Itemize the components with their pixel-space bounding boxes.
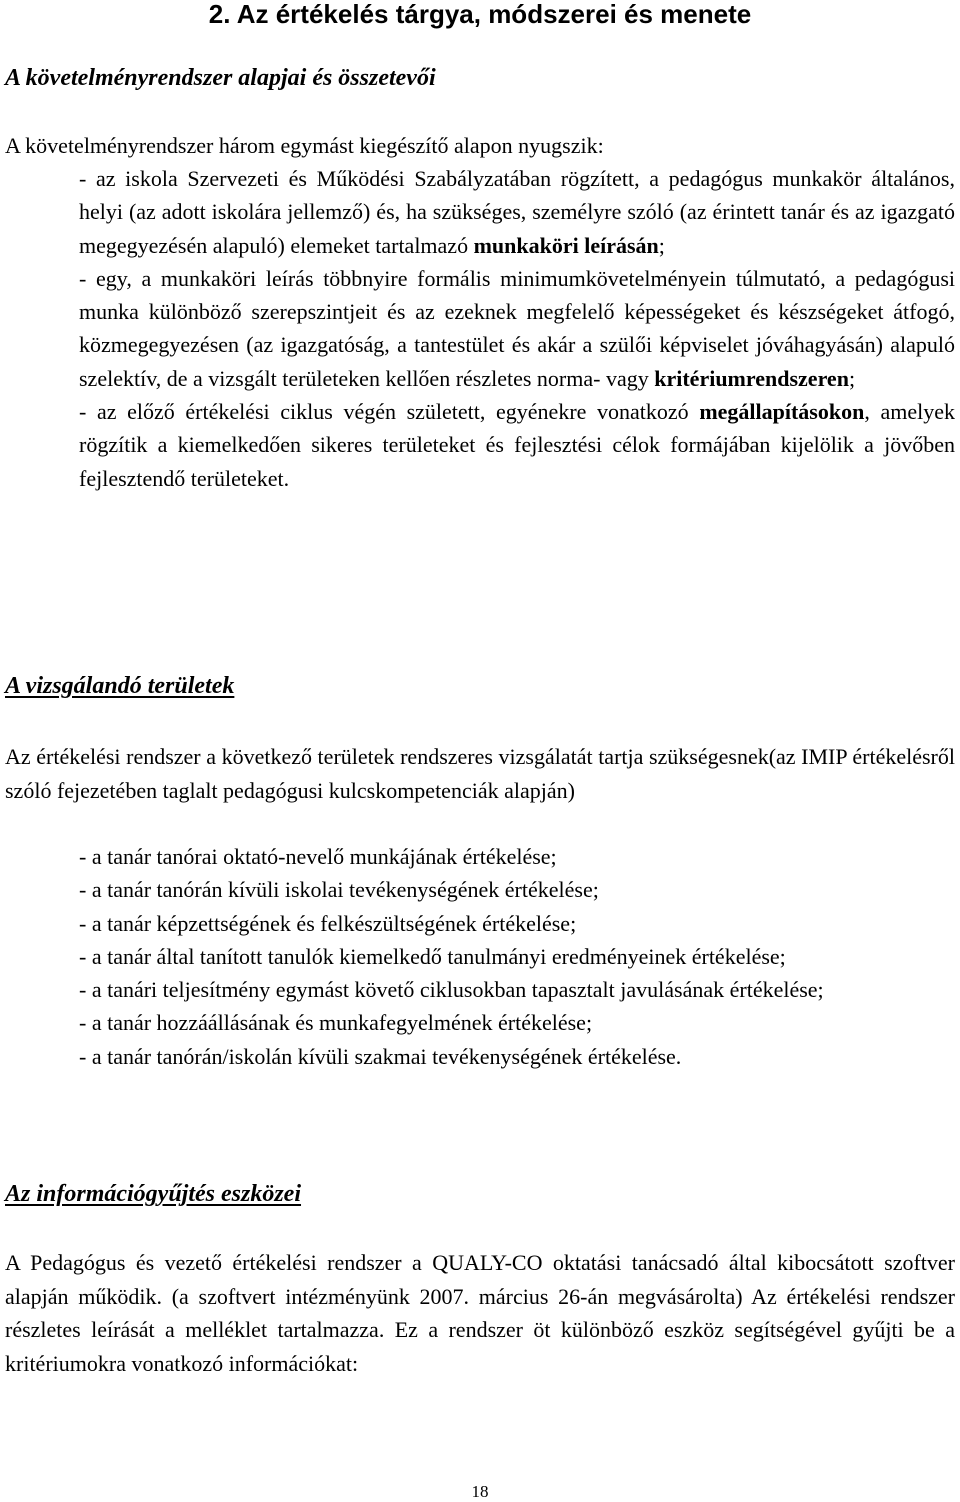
list-item: - a tanári teljesítmény egymást követő ciklusokban tapasztalt javulásának értékelése; — [79, 977, 824, 1003]
page-title-text: 2. Az értékelés tárgya, módszerei és menete — [208, 0, 752, 29]
requirements-list — [79, 162, 955, 495]
list-item: - a tanár tanórán/iskolán kívüli szakmai tevékenységének értékelése. — [79, 1043, 682, 1069]
page-title — [0, 0, 960, 28]
bold-term-criteria-system: kritériumrendszeren — [654, 365, 849, 391]
section1-intro: A követelményrendszer három egymást kiegészítő alapon nyugszik: — [5, 133, 604, 158]
section-heading-tools: Az információgyűjtés eszközei — [5, 1181, 302, 1207]
list-item: - a tanár tanórán kívüli iskolai tevékenységének értékelése; — [79, 877, 599, 903]
list-item: - a tanár tanórai oktató-nevelő munkájának értékelése; — [79, 844, 557, 869]
evaluation-areas-list — [79, 840, 955, 1073]
requirement-item-2: - egy, a munkaköri leírás többnyire formális minimumkövetelményein túlmutató, a pedagógusi munka különböző szerepszintjeit és az ezeknek megfelelő képességeket és készségeket átfogó, közmegegyezésen (az igazgatóság, a tantestület és akár a szülői képviselet jóváhagyásán) alapuló szelektív, de a vizsgált területeken kellően részletes norma- vagy kritériumrendszeren; — [79, 265, 955, 391]
bold-term-findings: megállapításokon — [699, 399, 865, 425]
requirement-item-3: - az előző értékelési ciklus végén született, egyénekre vonatkozó megállapításokon, amelyek rögzítik a kiemelkedően sikeres területeket és fejlesztési célok formájában kijelölik a jövőben fejlesztendő területeket. — [79, 399, 955, 491]
section-heading-requirements: A követelményrendszer alapjai és összetevői — [5, 65, 436, 91]
section3-text: A Pedagógus és vezető értékelési rendszer a QUALY-CO oktatási tanácsadó által kibocsátott szoftver alapján működik. (a szoftvert intézményünk 2007. március 26-án megvásárolta) Az értékelési rendszer részletes leírását a melléklet tartalmazza. Ez a rendszer öt különböző eszköz segítségével gyűjti be a kritériumokra vonatkozó információkat: — [5, 1250, 955, 1376]
section2-intro: Az értékelési rendszer a következő területek rendszeres vizsgálatát tartja szükségesnek(az IMIP értékelésről szóló fejezetében taglalt pedagógusi kulcskompetenciák alapján) — [5, 744, 955, 803]
list-item: - a tanár által tanított tanulók kiemelkedő tanulmányi eredményeinek értékelése; — [79, 943, 786, 969]
bold-term-job-description: munkaköri leírásán — [473, 232, 659, 258]
section-heading-areas: A vizsgálandó területek — [5, 673, 235, 699]
requirement-item-1: - az iskola Szervezeti és Működési Szabályzatában rögzített, a pedagógus munkakör általános, helyi (az adott iskolára jellemző) és, ha szükséges, személyre szóló (az érintett tanár és az igazgató megegyezésén alapuló) elemeket tartalmazó munkaköri leírásán; — [79, 166, 955, 258]
list-item: - a tanár képzettségének és felkészültségének értékelése; — [79, 910, 577, 936]
list-item: - a tanár hozzáállásának és munkafegyelmének értékelése; — [79, 1010, 593, 1036]
page-number: 18 — [471, 1482, 489, 1501]
